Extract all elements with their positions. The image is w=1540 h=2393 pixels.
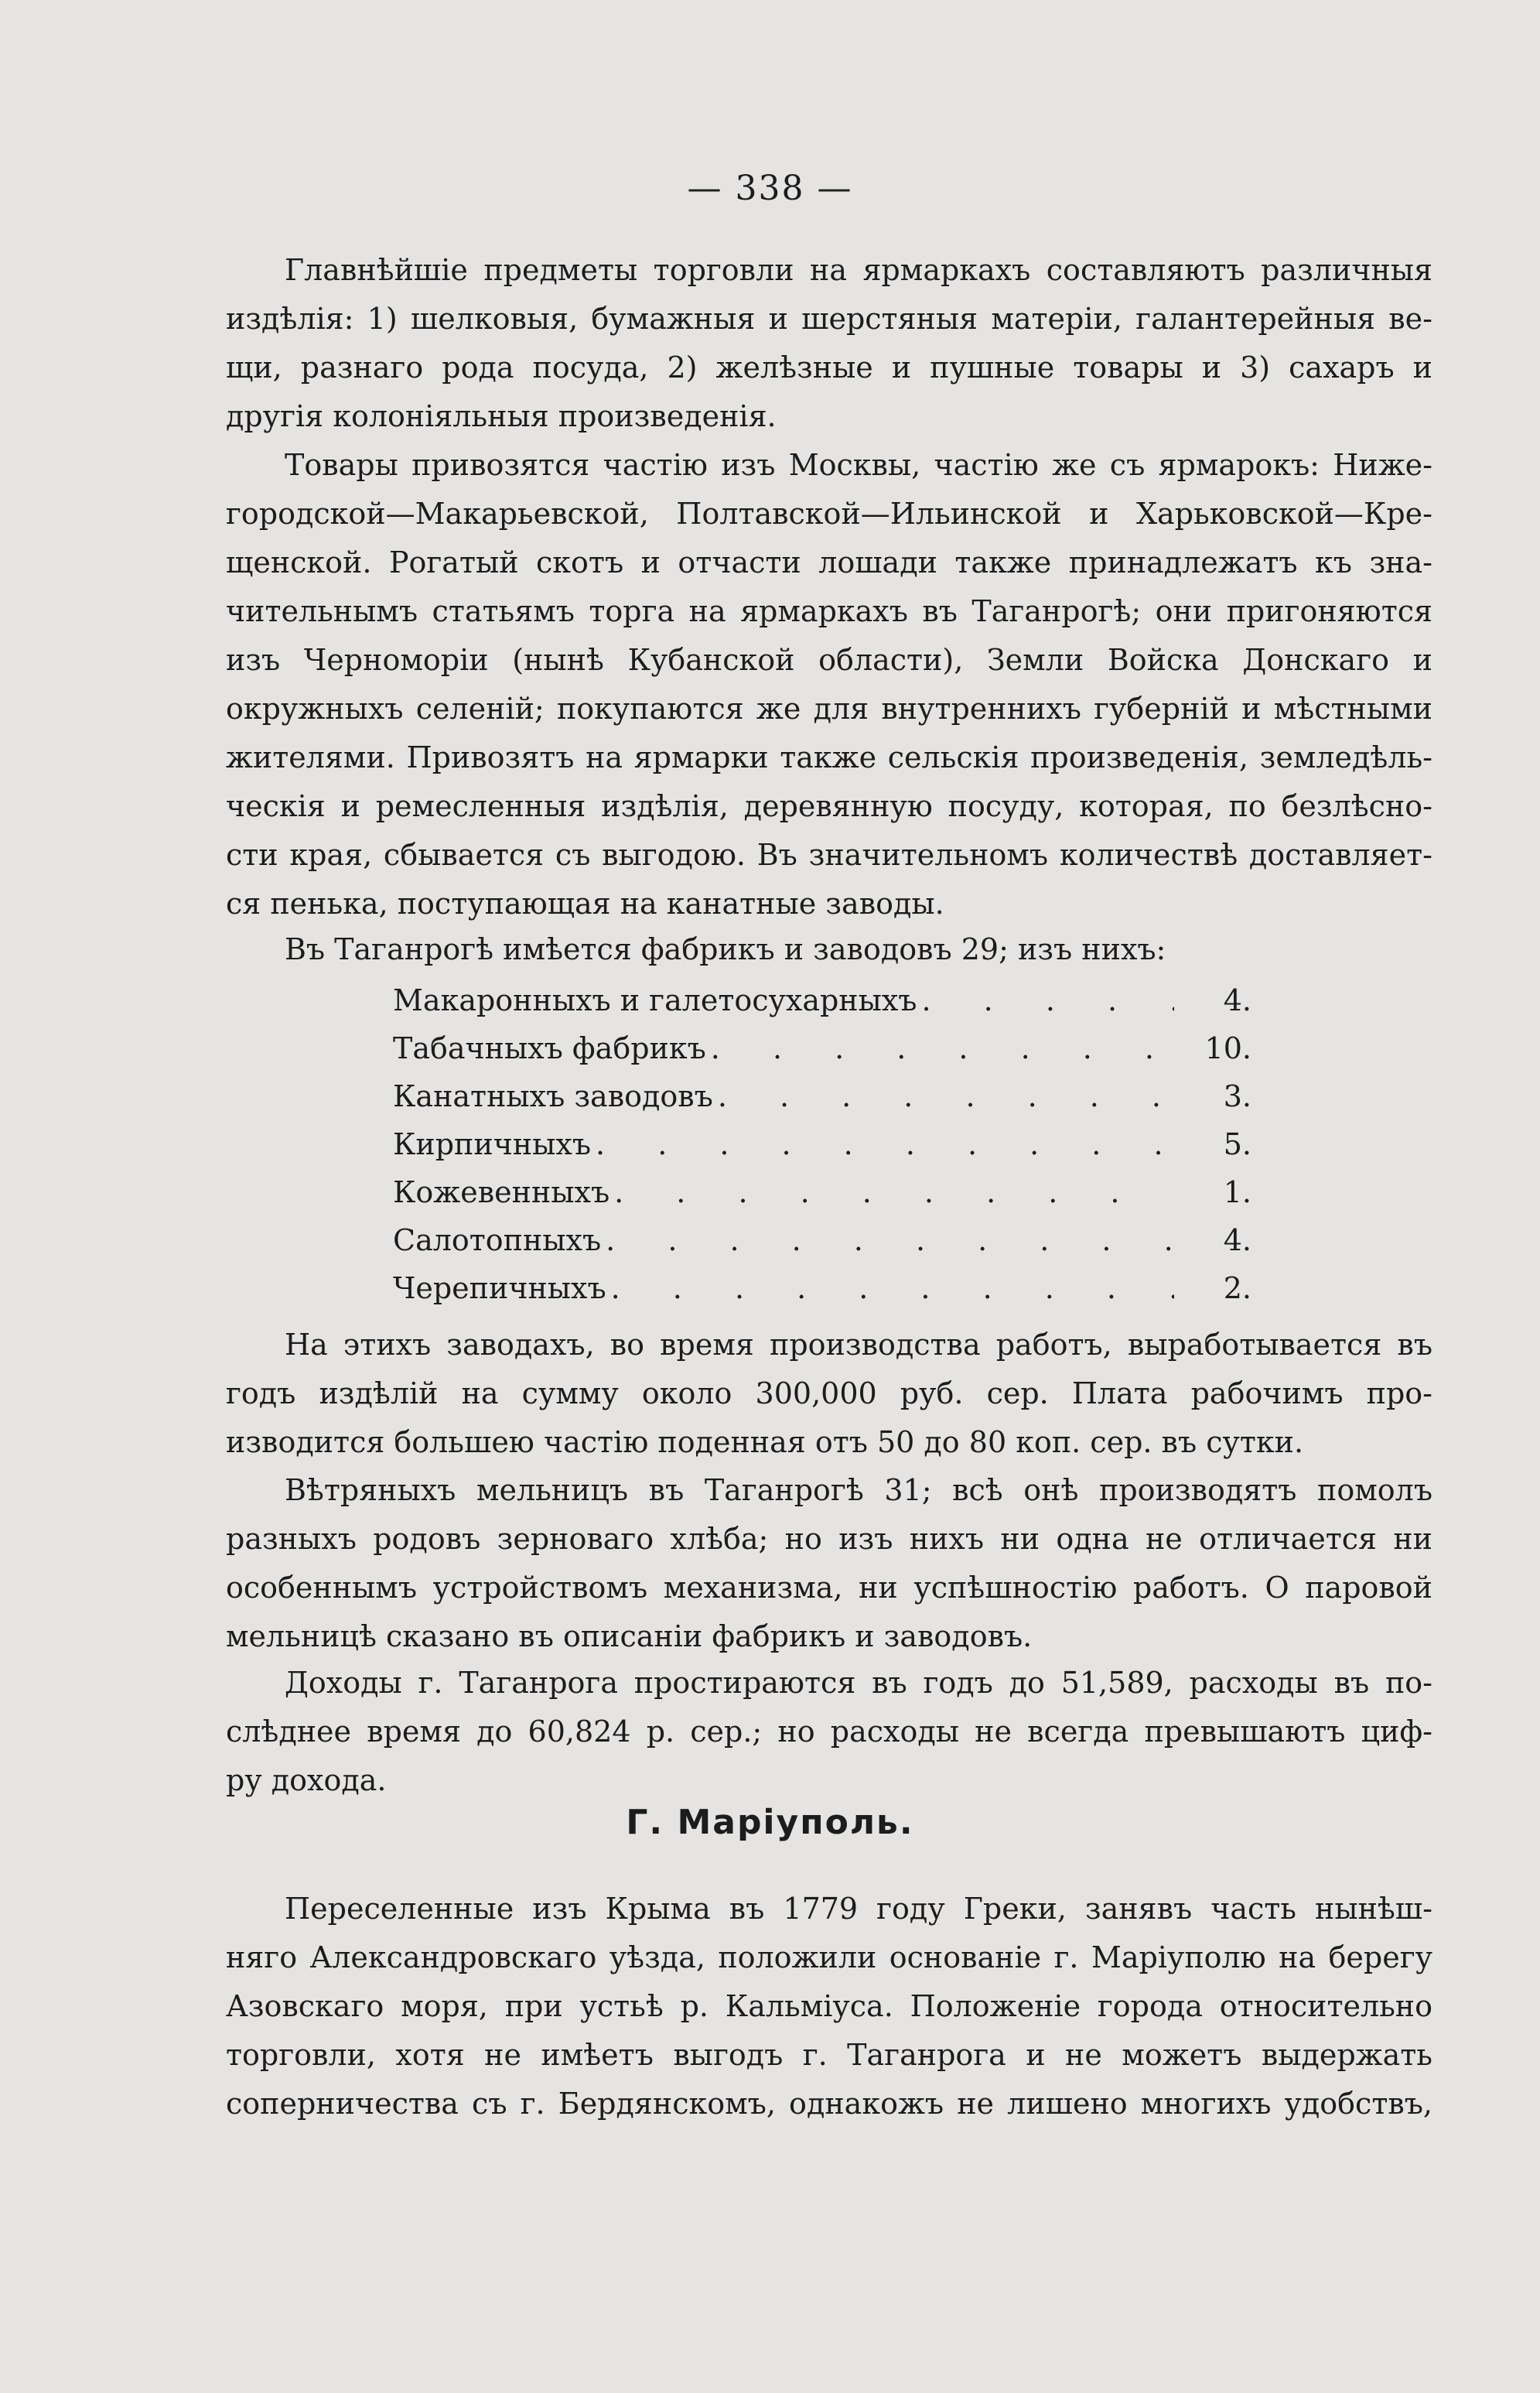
text-line: ческія и ремесленныя издѣлія, деревянную посуду, которая, по безлѣсно-: [226, 789, 1432, 823]
factory-name: Канатныхъ заводовъ: [393, 1079, 713, 1113]
list-item: [393, 1120, 1251, 1168]
leader-dots: [713, 1072, 1174, 1120]
factory-name: Макаронныхъ и галетосухарныхъ: [393, 983, 917, 1017]
text-line: Переселенные изъ Крыма въ 1779 году Греки, занявъ часть нынѣш-: [285, 1892, 1432, 1926]
text-line: изводится большею частію поденная отъ 50 до 80 коп. сер. въ сутки.: [226, 1425, 1304, 1459]
text-line: щи, разнаго рода посуда, 2) желѣзные и пушные товары и 3) сахаръ и: [226, 350, 1432, 385]
paragraph-revenues: [226, 1659, 1432, 1805]
factory-name: Кожевенныхъ: [393, 1175, 610, 1209]
text-line: годъ издѣлій на сумму около 300,000 руб. сер. Плата рабочимъ про-: [226, 1376, 1432, 1410]
paragraph-mariupol: [226, 1885, 1432, 2128]
factory-count: 10.: [1204, 1031, 1251, 1065]
text-line: разныхъ родовъ зерноваго хлѣба; но изъ нихъ ни одна не отличается ни: [226, 1522, 1432, 1556]
text-line: щенской. Рогатый скотъ и отчасти лошади также принадлежатъ къ зна-: [226, 545, 1432, 579]
page-number: — 338 —: [687, 169, 853, 208]
text-line: жителями. Привозятъ на ярмарки также сельскія произведенія, земледѣль-: [226, 740, 1432, 774]
leader-dots: [706, 1024, 1174, 1072]
text-line: Товары привозятся частію изъ Москвы, частію же съ ярмарокъ: Ниже-: [285, 448, 1432, 482]
factory-name: Табачныхъ фабрикъ: [393, 1031, 706, 1065]
text-line: другія колоніяльныя произведенія.: [226, 399, 777, 433]
text-line: Въ Таганрогѣ имѣется фабрикъ и заводовъ 29; изъ нихъ:: [285, 932, 1166, 966]
text-line: Вѣтряныхъ мельницъ въ Таганрогѣ 31; всѣ онѣ производятъ помолъ: [285, 1473, 1432, 1507]
leader-dots: [601, 1216, 1174, 1264]
list-item: [393, 1024, 1251, 1072]
text-line: городской—Макарьевской, Полтавской—Ильинской и Харьковской—Кре-: [226, 497, 1432, 531]
paragraph-windmills: [226, 1466, 1432, 1661]
text-line: мельницѣ сказано въ описаніи фабрикъ и заводовъ.: [226, 1619, 1033, 1653]
text-line: ру дохода.: [226, 1763, 387, 1797]
text-line: изъ Черноморіи (нынѣ Кубанской области), Земли Войска Донскаго и: [226, 643, 1432, 677]
factory-count: 5.: [1223, 1127, 1251, 1161]
leader-dots: [917, 976, 1175, 1024]
leader-dots: [606, 1264, 1174, 1312]
text-line: На этихъ заводахъ, во время производства работъ, выработывается въ: [285, 1328, 1432, 1362]
text-line: окружныхъ селеній; покупаются же для внутреннихъ губерній и мѣстными: [226, 692, 1432, 726]
text-line: чительнымъ статьямъ торга на ярмаркахъ въ Таганрогѣ; они пригоняются: [226, 594, 1432, 628]
list-item: [393, 976, 1251, 1024]
factory-count: 2.: [1223, 1271, 1251, 1305]
factory-count: 4.: [1223, 983, 1251, 1017]
text-line: издѣлія: 1) шелковыя, бумажныя и шерстяныя матеріи, галантерейныя ве-: [226, 302, 1432, 336]
text-line: Главнѣйшіе предметы торговли на ярмаркахъ составляютъ различныя: [285, 253, 1432, 287]
text-line: няго Александровскаго уѣзда, положили основаніе г. Маріуполю на берегу: [226, 1940, 1432, 1974]
paragraph-goods-origin: [226, 441, 1432, 928]
factory-name: Салотопныхъ: [393, 1223, 602, 1257]
text-line: Азовскаго моря, при устьѣ р. Кальміуса. Положеніе города относительно: [226, 1989, 1432, 2023]
text-line: слѣднее время до 60,824 р. сер.; но расходы не всегда превышаютъ циф-: [226, 1714, 1432, 1749]
factory-count: 1.: [1223, 1175, 1251, 1209]
section-heading: Г. Маріуполь.: [626, 1803, 914, 1842]
list-item: [393, 1168, 1251, 1216]
text-line: ся пенька, поступающая на канатные заводы.: [226, 887, 944, 921]
text-line: торговли, хотя не имѣетъ выгодъ г. Таганрога и не можетъ выдержать: [226, 2038, 1432, 2072]
list-item: [393, 1072, 1251, 1120]
factory-count: 3.: [1223, 1079, 1251, 1113]
text-line: соперничества съ г. Бердянскомъ, однакожъ не лишено многихъ удобствъ,: [226, 2087, 1432, 2121]
paragraph-trade-goods: [226, 246, 1432, 441]
text-line: сти края, сбывается съ выгодою. Въ значительномъ количествѣ доставляет-: [226, 838, 1432, 872]
paragraph-factories-intro: [226, 925, 1432, 974]
leader-dots: [610, 1168, 1174, 1216]
list-item: [393, 1216, 1251, 1264]
factories-list: [393, 976, 1251, 1312]
list-item: [393, 1264, 1251, 1312]
text-line: Доходы г. Таганрога простираются въ годъ до 51,589, расходы въ по-: [285, 1666, 1432, 1700]
factory-name: Черепичныхъ: [393, 1271, 606, 1305]
factory-name: Кирпичныхъ: [393, 1127, 592, 1161]
paragraph-production: [226, 1321, 1432, 1467]
leader-dots: [591, 1120, 1174, 1168]
factory-count: 4.: [1223, 1223, 1251, 1257]
text-line: особеннымъ устройствомъ механизма, ни успѣшностію работъ. О паровой: [226, 1571, 1432, 1605]
